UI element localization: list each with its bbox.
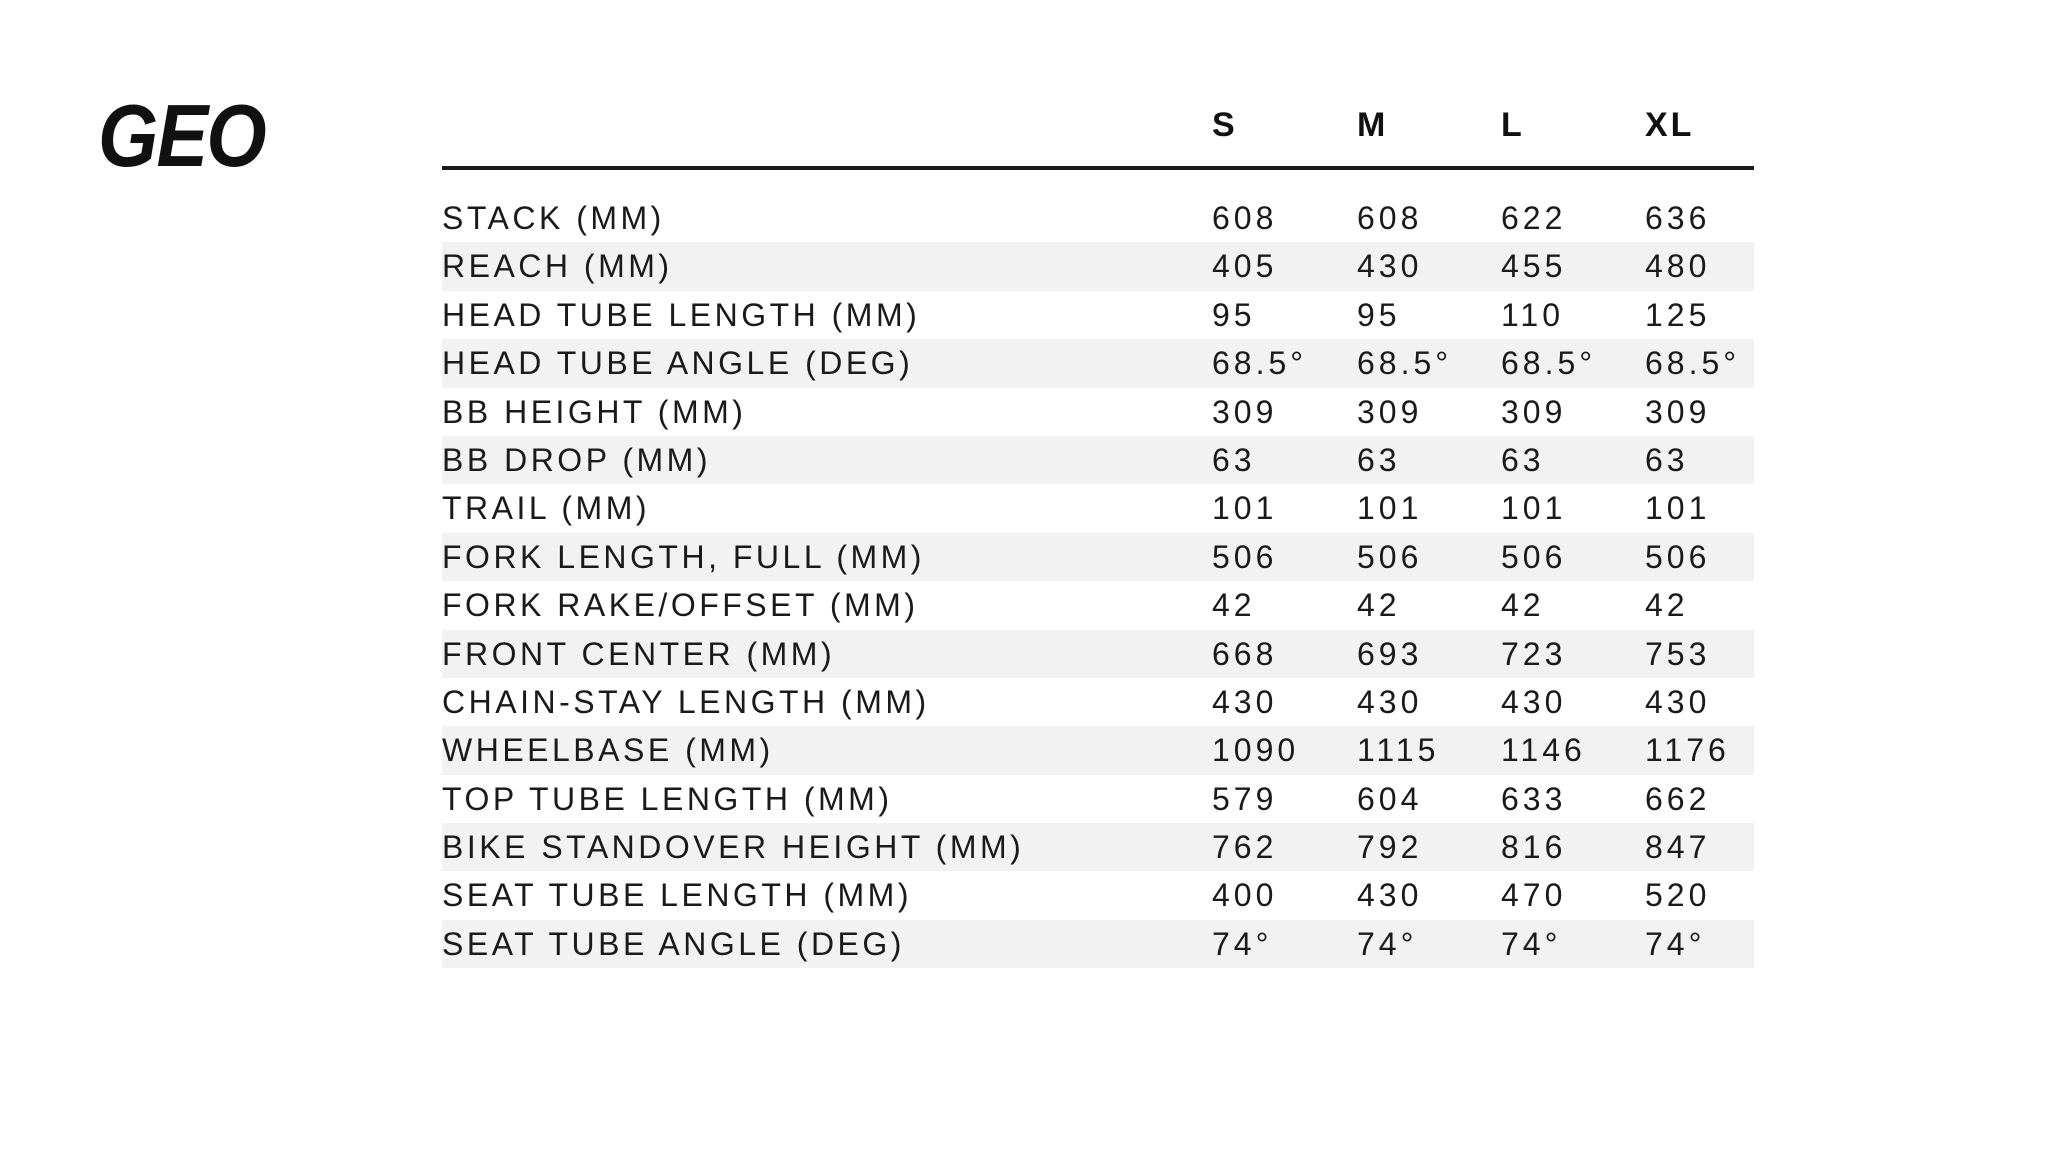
table-cell: 723 xyxy=(1501,635,1567,672)
table-cell: 101 xyxy=(1212,490,1278,527)
table-cell: 604 xyxy=(1357,780,1423,817)
row-label: REACH (MM) xyxy=(442,248,673,285)
table-cell: 63 xyxy=(1645,441,1689,478)
column-header-m: M xyxy=(1357,106,1389,144)
table-cell: 693 xyxy=(1357,635,1423,672)
table-cell: 506 xyxy=(1645,538,1711,575)
table-cell: 68.5° xyxy=(1357,345,1453,382)
table-row xyxy=(442,726,1754,774)
row-label: BIKE STANDOVER HEIGHT (MM) xyxy=(442,829,1025,866)
row-label: FORK RAKE/OFFSET (MM) xyxy=(442,587,919,624)
row-label: SEAT TUBE LENGTH (MM) xyxy=(442,877,912,914)
table-cell: 68.5° xyxy=(1501,345,1597,382)
table-cell: 520 xyxy=(1645,877,1711,914)
row-label: BB DROP (MM) xyxy=(442,441,711,478)
table-row xyxy=(442,388,1754,436)
table-cell: 762 xyxy=(1212,829,1278,866)
row-label: WHEELBASE (MM) xyxy=(442,732,774,769)
table-cell: 608 xyxy=(1357,200,1423,236)
table-cell: 1176 xyxy=(1645,732,1730,769)
table-cell: 101 xyxy=(1357,490,1423,527)
table-row xyxy=(442,871,1754,919)
table-cell: 430 xyxy=(1357,248,1423,285)
row-label: CHAIN-STAY LENGTH (MM) xyxy=(442,683,930,720)
table-cell: 622 xyxy=(1501,200,1567,236)
table-cell: 636 xyxy=(1645,200,1711,236)
column-header-xl: XL xyxy=(1645,106,1695,144)
table-cell: 816 xyxy=(1501,829,1567,866)
table-cell: 430 xyxy=(1357,877,1423,914)
table-cell: 668 xyxy=(1212,635,1278,672)
table-row xyxy=(442,581,1754,629)
table-cell: 455 xyxy=(1501,248,1567,285)
table-cell: 63 xyxy=(1501,441,1545,478)
table-row xyxy=(442,242,1754,290)
table-row xyxy=(442,339,1754,387)
table-row xyxy=(442,823,1754,871)
table-row xyxy=(442,920,1754,968)
page-title: GEO xyxy=(98,86,265,185)
table-cell: 1115 xyxy=(1357,732,1440,769)
row-label: HEAD TUBE ANGLE (DEG) xyxy=(442,345,914,382)
table-cell: 430 xyxy=(1501,683,1567,720)
table-cell: 792 xyxy=(1357,829,1423,866)
table-cell: 608 xyxy=(1212,200,1278,236)
table-cell: 400 xyxy=(1212,877,1278,914)
table-cell: 309 xyxy=(1501,393,1567,430)
column-header-s: S xyxy=(1212,106,1238,144)
table-cell: 470 xyxy=(1501,877,1567,914)
table-cell: 309 xyxy=(1212,393,1278,430)
table-cell: 68.5° xyxy=(1212,345,1308,382)
table-row xyxy=(442,484,1754,532)
row-label: TRAIL (MM) xyxy=(442,490,651,527)
table-cell: 753 xyxy=(1645,635,1711,672)
row-label: FRONT CENTER (MM) xyxy=(442,635,836,672)
table-cell: 1090 xyxy=(1212,732,1300,769)
table-cell: 506 xyxy=(1212,538,1278,575)
table-cell: 95 xyxy=(1357,296,1401,333)
table-row xyxy=(442,436,1754,484)
table-row xyxy=(442,630,1754,678)
table-cell: 74° xyxy=(1645,925,1706,962)
table-cell: 110 xyxy=(1501,296,1565,333)
row-label: SEAT TUBE ANGLE (DEG) xyxy=(442,925,905,962)
table-cell: 405 xyxy=(1212,248,1278,285)
table-row xyxy=(442,291,1754,339)
table-row xyxy=(442,533,1754,581)
table-cell: 63 xyxy=(1212,441,1256,478)
row-label: STACK (MM) xyxy=(442,200,665,236)
table-cell: 309 xyxy=(1645,393,1711,430)
table-cell: 1146 xyxy=(1501,732,1586,769)
table-cell: 74° xyxy=(1212,925,1273,962)
table-cell: 95 xyxy=(1212,296,1256,333)
table-cell: 125 xyxy=(1645,296,1711,333)
table-cell: 309 xyxy=(1357,393,1423,430)
table-cell: 68.5° xyxy=(1645,345,1741,382)
table-cell: 74° xyxy=(1501,925,1562,962)
column-header-l: L xyxy=(1501,106,1525,144)
table-cell: 430 xyxy=(1212,683,1278,720)
table-cell: 430 xyxy=(1645,683,1711,720)
geometry-table xyxy=(442,100,1754,968)
row-label: BB HEIGHT (MM) xyxy=(442,393,747,430)
table-row xyxy=(442,678,1754,726)
table-cell: 847 xyxy=(1645,829,1711,866)
table-cell: 633 xyxy=(1501,780,1567,817)
table-cell: 101 xyxy=(1645,490,1711,527)
table-cell: 662 xyxy=(1645,780,1711,817)
table-cell: 42 xyxy=(1645,587,1689,624)
table-row xyxy=(442,194,1754,242)
table-cell: 42 xyxy=(1212,587,1256,624)
table-header xyxy=(442,100,1754,170)
table-cell: 74° xyxy=(1357,925,1418,962)
table-row xyxy=(442,775,1754,823)
table-cell: 579 xyxy=(1212,780,1278,817)
table-cell: 101 xyxy=(1501,490,1567,527)
table-cell: 506 xyxy=(1501,538,1567,575)
table-cell: 42 xyxy=(1501,587,1545,624)
table-body xyxy=(442,194,1754,968)
table-cell: 480 xyxy=(1645,248,1711,285)
row-label: HEAD TUBE LENGTH (MM) xyxy=(442,296,921,333)
table-cell: 63 xyxy=(1357,441,1401,478)
row-label: FORK LENGTH, FULL (MM) xyxy=(442,538,925,575)
table-cell: 506 xyxy=(1357,538,1423,575)
row-label: TOP TUBE LENGTH (MM) xyxy=(442,780,893,817)
table-cell: 42 xyxy=(1357,587,1401,624)
table-cell: 430 xyxy=(1357,683,1423,720)
